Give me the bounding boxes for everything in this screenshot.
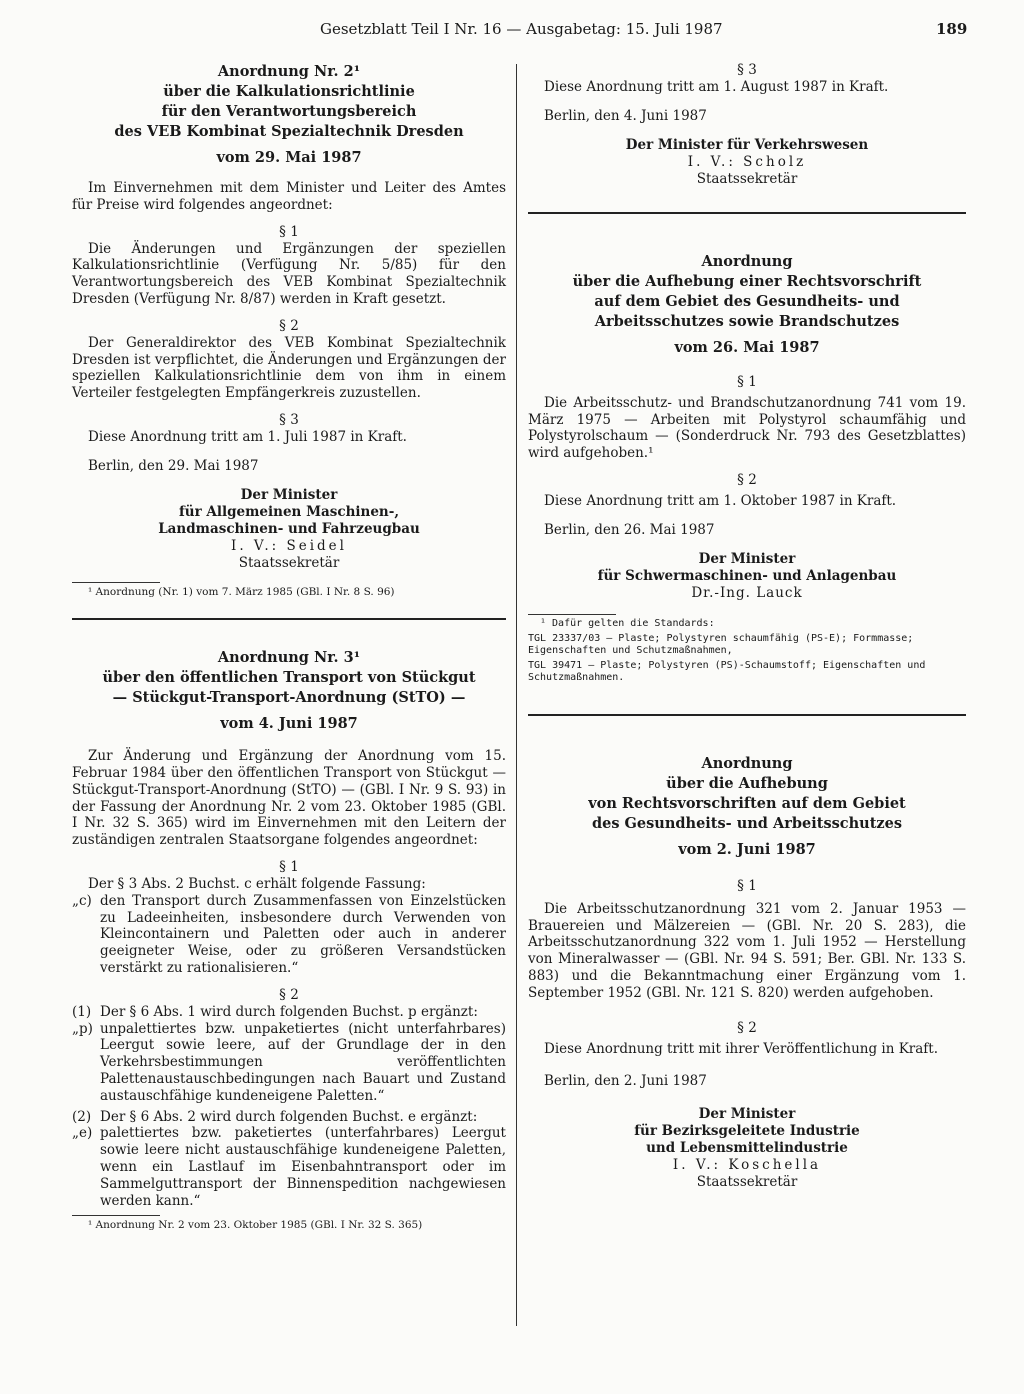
section-heading: § 1	[737, 373, 757, 390]
place-date: Berlin, den 26. Mai 1987	[544, 521, 715, 538]
section-heading: § 2	[279, 986, 299, 1003]
order-title	[528, 754, 966, 834]
title-line: über die Aufhebung	[666, 774, 828, 792]
section-text: Der § 3 Abs. 2 Buchst. c erhält folgende Fassung:	[88, 876, 426, 893]
title-line: auf dem Gebiet des Gesundheits- und	[594, 292, 900, 310]
section-separator	[72, 618, 506, 620]
item-label: „e)	[72, 1125, 93, 1142]
item-label: „p)	[72, 1020, 93, 1037]
signatory-title: Der Minister für Verkehrswesen	[625, 136, 869, 153]
order-intro: Zur Änderung und Ergänzung der Anordnung vom 15. Februar 1984 über den öffentlichen Transport von Stückgut — Stückgut-Transport-Anordnung (StTO) — (GBl. I Nr. 9 S. 93) in der Fassung der Anordnung Nr. 2 vom 23. Oktober 1985 (GBl. I Nr. 32 S. 365) wird im Einvernehmen mit den Leitern der zuständigen zentralen Staatsorgane folgendes angeordnet:	[72, 748, 506, 849]
amendment-item	[72, 893, 506, 977]
order-title	[72, 648, 506, 708]
right-column	[528, 62, 966, 1191]
place-date: Berlin, den 2. Juni 1987	[544, 1073, 707, 1090]
paragraph-item	[72, 1109, 506, 1126]
section-heading: § 1	[279, 859, 299, 876]
section-heading: § 2	[279, 317, 299, 334]
section-text: Die Arbeitsschutz- und Brandschutzanordnung 741 vom 19. März 1975 — Arbeiten mit Polystyrol schaumfähig und Polystyrolschaum — (Sonderdruck Nr. 793 des Gesetzblattes) wird aufgehoben.¹	[528, 394, 966, 462]
signatory-title: Der Minister	[240, 486, 338, 503]
section-text: Diese Anordnung tritt am 1. August 1987 in Kraft.	[544, 79, 889, 95]
footnote-rule	[72, 1215, 160, 1216]
signature-block	[528, 1106, 966, 1191]
order-date: vom 26. Mai 1987	[674, 338, 820, 356]
title-line: über die Kalkulationsrichtlinie	[163, 83, 415, 100]
place-date: Berlin, den 4. Juni 1987	[544, 107, 707, 124]
footnote: ¹ Anordnung Nr. 2 vom 23. Oktober 1985 (GBl. I Nr. 32 S. 365)	[88, 1219, 423, 1232]
order-repeal-fire-safety	[528, 252, 966, 684]
item-text: palettiertes bzw. paketiertes (unterfahrbares) Leergut sowie leere nicht austauschfähige kundeneigene Paletten, wenn ein Lastlauf im Eisenbahntransport oder im Sammelguttransport der Binnenspedition nachgewiesen werden kann.“	[100, 1125, 506, 1209]
title-line: Anordnung Nr. 2¹	[217, 63, 361, 80]
signatory-name: I. V.: Koschella	[672, 1157, 822, 1174]
paragraph-item	[72, 1004, 506, 1021]
item-label: (2)	[72, 1108, 92, 1125]
footnote-line: TGL 23337/03 – Plaste; Polystyren schaumfähig (PS-E); Formmasse; Eigenschaften und Schutzmaßnahmen,	[528, 632, 914, 656]
footnote-line: TGL 39471 – Plaste; Polystyren (PS)-Schaumstoff; Eigenschaften und Schutzmaßnahmen.	[528, 659, 926, 683]
signature-block	[528, 137, 966, 188]
title-line: des Gesundheits- und Arbeitsschutzes	[591, 814, 903, 832]
footnote-rule	[528, 614, 616, 615]
section-heading: § 2	[737, 1019, 757, 1036]
signatory-title: für Bezirksgeleitete Industrie	[634, 1123, 860, 1140]
signatory-role: Staatssekretär	[696, 1174, 798, 1191]
order-no-3	[72, 648, 506, 1232]
title-line: des VEB Kombinat Spezialtechnik Dresden	[114, 123, 464, 140]
order-title	[528, 252, 966, 332]
signatory-title: für Allgemeinen Maschinen-,	[178, 503, 400, 520]
section-separator	[528, 212, 966, 214]
section-text: Diese Anordnung tritt am 1. Oktober 1987 in Kraft.	[544, 492, 897, 509]
page-number: 189	[936, 20, 968, 38]
amendment-item	[72, 1125, 506, 1209]
item-label: „c)	[72, 892, 92, 909]
title-line: Anordnung	[701, 754, 793, 772]
item-text: Der § 6 Abs. 2 wird durch folgenden Buchst. e ergänzt:	[100, 1108, 478, 1125]
signatory-name: Dr.-Ing. Lauck	[691, 584, 803, 601]
order-date: vom 2. Juni 1987	[678, 840, 816, 858]
section-text: Die Arbeitsschutzanordnung 321 vom 2. Januar 1953 — Brauereien und Mälzereien — (GBl. Nr. 20 S. 283), die Arbeitsschutzanordnung 322 vom 1. Juli 1952 — Herstellung von Mineralwasser — (GBl. Nr. 94 S. 591; Ber. GBl. Nr. 133 S. 883) und die Bekanntmachung einer Ergänzung vom 1. September 1952 (GBl. Nr. 121 S. 820) werden aufgehoben.	[528, 900, 966, 1001]
section-heading: § 3	[737, 62, 757, 78]
title-line: über den öffentlichen Transport von Stückgut	[102, 669, 476, 687]
footnote: ¹ Anordnung (Nr. 1) vom 7. März 1985 (GBl. I Nr. 8 S. 96)	[88, 585, 395, 598]
section-heading: § 2	[737, 471, 757, 488]
section-text: Diese Anordnung tritt mit ihrer Veröffentlichung in Kraft.	[544, 1040, 938, 1057]
signatory-title: und Lebensmittelindustrie	[646, 1140, 848, 1157]
amendment-item	[72, 1021, 506, 1105]
signature-block	[528, 551, 966, 602]
title-line: Arbeitsschutzes sowie Brandschutzes	[594, 312, 900, 330]
order-repeal-labour-safety	[528, 754, 966, 1192]
signatory-title: Der Minister	[698, 550, 796, 567]
item-label: (1)	[72, 1003, 92, 1020]
title-line: von Rechtsvorschriften auf dem Gebiet	[588, 794, 906, 812]
title-line: für den Verantwortungsbereich	[161, 103, 417, 120]
item-text: Der § 6 Abs. 1 wird durch folgenden Buchst. p ergänzt:	[100, 1003, 478, 1020]
order-no-2	[72, 62, 506, 598]
section-text: Die Änderungen und Ergänzungen der speziellen Kalkulationsrichtlinie (Verfügung Nr. 5/85) für den Verantwortungsbereich des VEB Kombinat Spezialtechnik Dresden (Verfügung Nr. 8/87) werden in Kraft gesetzt.	[72, 240, 506, 307]
signature-block	[72, 487, 506, 572]
footnote-rule	[72, 582, 160, 583]
section-heading: § 3	[279, 411, 299, 428]
signatory-name: I. V.: Scholz	[687, 153, 807, 170]
signatory-name: I. V.: Seidel	[231, 537, 347, 554]
title-line: — Stückgut-Transport-Anordnung (StTO) —	[112, 689, 466, 707]
section-heading: § 1	[279, 223, 299, 240]
column-divider	[516, 64, 517, 1326]
order-title	[72, 62, 506, 142]
signatory-role: Staatssekretär	[238, 554, 340, 571]
signatory-title: Landmaschinen- und Fahrzeugbau	[158, 520, 420, 537]
title-line: über die Aufhebung einer Rechtsvorschrift	[572, 272, 922, 290]
signatory-role: Staatssekretär	[696, 170, 798, 187]
signatory-title: für Schwermaschinen- und Anlagenbau	[597, 567, 897, 584]
order-date: vom 4. Juni 1987	[220, 715, 358, 733]
order-intro: Im Einvernehmen mit dem Minister und Leiter des Amtes für Preise wird folgendes angeordnet:	[72, 180, 506, 213]
place-date: Berlin, den 29. Mai 1987	[88, 457, 259, 474]
running-header: Gesetzblatt Teil I Nr. 16 — Ausgabetag: 15. Juli 1987	[320, 20, 723, 38]
section-separator	[528, 714, 966, 716]
title-line: Anordnung	[701, 252, 793, 270]
title-line: Anordnung Nr. 3¹	[217, 649, 361, 667]
order-date: vom 29. Mai 1987	[216, 149, 362, 166]
order-no-3-continuation	[528, 62, 966, 188]
section-text: Der Generaldirektor des VEB Kombinat Spezialtechnik Dresden ist verpflichtet, die Änderungen und Ergänzungen der speziellen Kalkulationsrichtlinie dem von ihm in einem Verteiler festgelegten Empfängerkreis zuzustellen.	[72, 334, 506, 402]
section-heading: § 1	[737, 877, 757, 894]
section-text: Diese Anordnung tritt am 1. Juli 1987 in Kraft.	[88, 428, 407, 445]
signatory-title: Der Minister	[698, 1106, 796, 1123]
item-text: den Transport durch Zusammenfassen von Einzelstücken zu Ladeeinheiten, insbesondere durch Verwenden von Kleincontainern und Paletten oder auch in anderer geeigneter Weise, oder zu größeren Versandstücken verstärkt zu rationalisieren.“	[100, 892, 506, 977]
item-text: unpalettiertes bzw. unpaketiertes (nicht unterfahrbares) Leergut sowie leere, auf der Grundlage der in den Verkehrsbestimmungen veröffentlichten Palettenaustauschbedingungen nach Bauart und Zustand austauschfähige kundeneigene Paletten.“	[100, 1020, 506, 1104]
footnote: ¹ Dafür gelten die Standards:	[540, 617, 715, 629]
left-column	[72, 62, 506, 1232]
